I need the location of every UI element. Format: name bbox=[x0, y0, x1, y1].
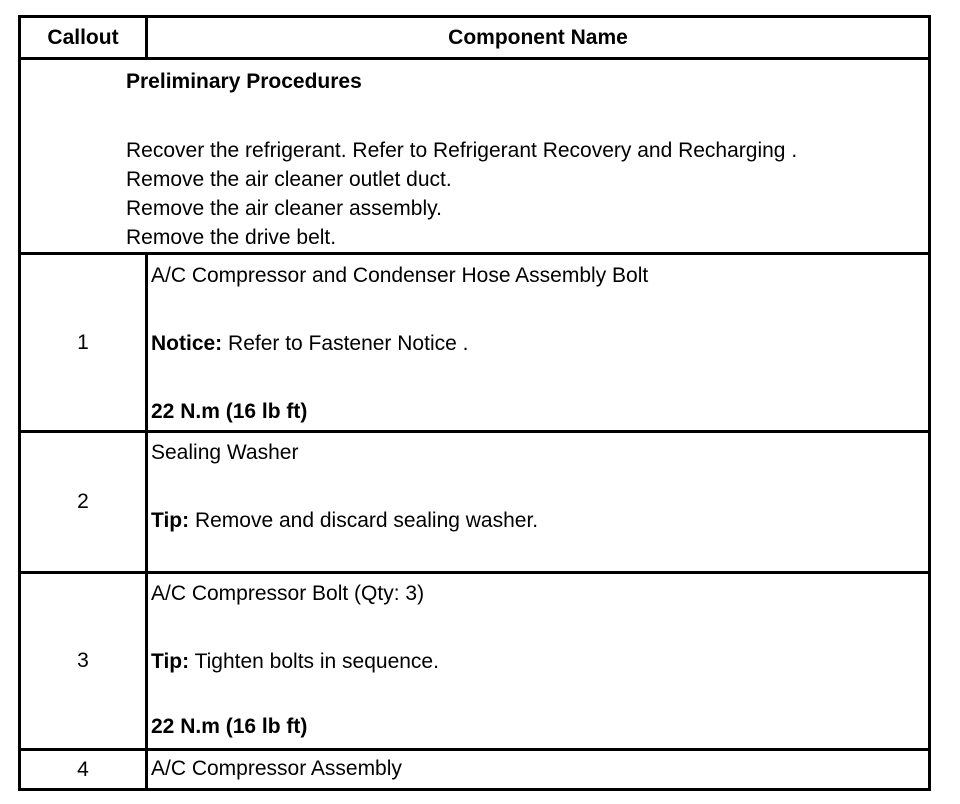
note-text: Tighten bolts in sequence. bbox=[189, 650, 439, 673]
preliminary-step: Recover the refrigerant. Refer to Refrigerant Recovery and Recharging . bbox=[126, 139, 798, 162]
note-text: Refer to Fastener Notice . bbox=[222, 332, 469, 355]
component-note bbox=[151, 509, 538, 533]
row-callout: 4 bbox=[21, 751, 148, 788]
component-note bbox=[151, 650, 439, 674]
preliminary-step: Remove the air cleaner assembly. bbox=[126, 197, 442, 220]
preliminary-procedures bbox=[21, 60, 928, 255]
torque-spec: 22 N.m (16 lb ft) bbox=[151, 400, 308, 423]
header-component-name: Component Name bbox=[448, 25, 628, 49]
component-table bbox=[18, 15, 931, 791]
note-text: Remove and discard sealing washer. bbox=[189, 509, 539, 532]
component-name: Sealing Washer bbox=[151, 441, 299, 464]
table-row bbox=[21, 255, 928, 433]
note-label: Tip: bbox=[151, 509, 190, 532]
torque-spec: 22 N.m (16 lb ft) bbox=[151, 715, 308, 738]
row-component bbox=[151, 574, 928, 748]
table-row bbox=[21, 574, 928, 751]
table-row bbox=[21, 433, 928, 574]
table-row bbox=[21, 751, 928, 788]
component-note bbox=[151, 332, 468, 356]
component-name: A/C Compressor Bolt (Qty: 3) bbox=[151, 582, 425, 605]
header-callout: Callout bbox=[21, 18, 148, 57]
row-callout: 3 bbox=[21, 574, 148, 748]
row-component bbox=[151, 751, 928, 788]
preliminary-title: Preliminary Procedures bbox=[126, 70, 362, 93]
table-header bbox=[21, 18, 928, 60]
component-name: A/C Compressor Assembly bbox=[151, 757, 402, 780]
preliminary-step: Remove the drive belt. bbox=[126, 226, 337, 249]
note-label: Tip: bbox=[151, 650, 190, 673]
row-callout: 2 bbox=[21, 433, 148, 571]
row-callout: 1 bbox=[21, 255, 148, 430]
component-name: A/C Compressor and Condenser Hose Assembly Bolt bbox=[151, 264, 649, 287]
note-label: Notice: bbox=[151, 332, 223, 355]
row-component bbox=[151, 255, 928, 430]
preliminary-step: Remove the air cleaner outlet duct. bbox=[126, 168, 452, 191]
row-component bbox=[151, 433, 928, 571]
preliminary-steps bbox=[126, 136, 797, 252]
